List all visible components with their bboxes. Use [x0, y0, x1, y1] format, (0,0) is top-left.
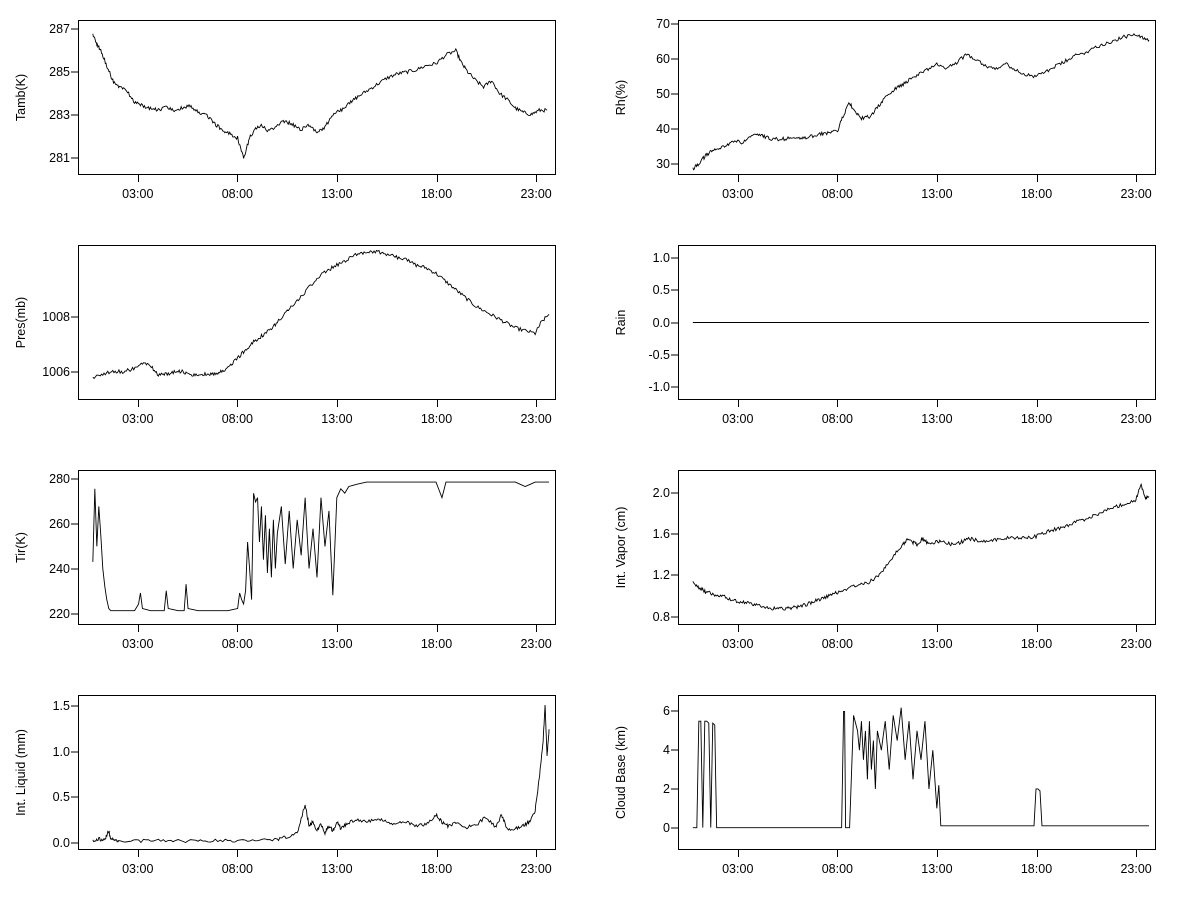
series-canvas-tir	[79, 471, 555, 624]
y-tick-label: 220	[49, 606, 70, 621]
x-tick-mark	[536, 400, 537, 407]
y-tick-mark	[71, 751, 78, 752]
x-tick-label: 23:00	[1120, 637, 1152, 651]
y-tick-mark	[71, 842, 78, 843]
plot-area-int_liquid	[78, 695, 556, 850]
x-tick-label: 13:00	[321, 862, 353, 876]
x-tick-label: 23:00	[1120, 187, 1152, 201]
y-axis-label-pres: Pres(mb)	[14, 296, 28, 349]
y-tick-label: 1.0	[52, 744, 70, 759]
x-tick-label: 13:00	[921, 637, 953, 651]
y-tick-label: 260	[49, 516, 70, 531]
data-series-line	[93, 34, 547, 159]
y-axis-label-tir: Tir(K)	[14, 532, 28, 563]
y-tick-mark	[671, 710, 678, 711]
x-tick-mark	[937, 850, 938, 857]
x-tick-mark	[536, 625, 537, 632]
series-canvas-cloud_base	[679, 696, 1155, 849]
y-axis-label-tamb: Tamb(K)	[14, 73, 28, 122]
x-tick-mark	[437, 850, 438, 857]
chart-panel-tamb	[0, 0, 600, 225]
x-tick-mark	[237, 400, 238, 407]
y-tick-label: 287	[49, 21, 70, 36]
y-tick-label: 6	[663, 703, 670, 718]
x-tick-label: 08:00	[221, 187, 253, 201]
x-tick-label: 03:00	[122, 862, 154, 876]
x-tick-label: 23:00	[520, 412, 552, 426]
y-axis-label-int_liquid: Int. Liquid (mm)	[14, 729, 28, 816]
x-tick-mark	[837, 625, 838, 632]
y-ticks-pres	[40, 245, 78, 400]
x-tick-mark	[738, 850, 739, 857]
x-tick-mark	[738, 400, 739, 407]
x-tick-mark	[837, 850, 838, 857]
series-canvas-rh	[679, 21, 1155, 174]
y-ticks-tamb	[40, 20, 78, 175]
y-tick-mark	[71, 316, 78, 317]
x-tick-label: 23:00	[520, 862, 552, 876]
x-tick-mark	[1037, 625, 1038, 632]
y-tick-mark	[671, 789, 678, 790]
y-axis-label-int_vapor: Int. Vapor (cm)	[614, 506, 628, 589]
plot-area-rh	[678, 20, 1156, 175]
x-tick-label: 08:00	[221, 862, 253, 876]
y-tick-label: 0.0	[652, 315, 670, 330]
x-tick-mark	[237, 850, 238, 857]
x-tick-label: 18:00	[420, 862, 453, 876]
plot-area-rain	[678, 245, 1156, 400]
data-series-line	[693, 484, 1149, 610]
x-tick-label: 03:00	[722, 862, 754, 876]
x-tick-mark	[237, 625, 238, 632]
y-tick-mark	[671, 828, 678, 829]
x-tick-mark	[437, 175, 438, 182]
x-tick-label: 23:00	[520, 187, 552, 201]
y-tick-label: 240	[49, 561, 70, 576]
x-tick-mark	[437, 625, 438, 632]
x-tick-label: 13:00	[921, 187, 953, 201]
y-tick-label: 60	[656, 51, 670, 66]
y-tick-mark	[671, 290, 678, 291]
x-tick-mark	[937, 175, 938, 182]
y-tick-label: 1006	[42, 365, 70, 380]
data-series-line	[93, 482, 549, 611]
plot-area-tamb	[78, 20, 556, 175]
y-tick-mark	[71, 71, 78, 72]
y-tick-mark	[71, 568, 78, 569]
x-tick-label: 03:00	[122, 412, 154, 426]
y-tick-label: 50	[656, 86, 670, 101]
x-tick-label: 23:00	[1120, 862, 1152, 876]
x-tick-mark	[337, 400, 338, 407]
x-tick-mark	[536, 850, 537, 857]
y-ticks-tir	[40, 470, 78, 625]
chart-panel-int_liquid	[0, 675, 600, 900]
x-tick-label: 18:00	[1020, 637, 1053, 651]
x-tick-label: 13:00	[921, 862, 953, 876]
y-tick-label: 1.2	[652, 568, 670, 583]
x-tick-label: 08:00	[221, 412, 253, 426]
x-tick-label: 23:00	[1120, 412, 1152, 426]
y-tick-label: 40	[656, 122, 670, 137]
series-canvas-pres	[79, 246, 555, 399]
x-tick-mark	[738, 175, 739, 182]
y-tick-label: 1.5	[52, 698, 70, 713]
x-tick-label: 18:00	[420, 637, 453, 651]
series-canvas-int_vapor	[679, 471, 1155, 624]
y-tick-mark	[671, 354, 678, 355]
plot-area-cloud_base	[678, 695, 1156, 850]
x-tick-mark	[138, 625, 139, 632]
x-tick-mark	[1136, 400, 1137, 407]
x-tick-mark	[237, 175, 238, 182]
x-tick-label: 08:00	[821, 637, 853, 651]
x-tick-mark	[138, 850, 139, 857]
x-tick-mark	[337, 175, 338, 182]
data-series-line	[93, 705, 549, 843]
y-tick-label: 0.8	[652, 609, 670, 624]
y-tick-mark	[671, 492, 678, 493]
x-tick-mark	[1037, 400, 1038, 407]
x-tick-mark	[837, 175, 838, 182]
y-tick-mark	[671, 749, 678, 750]
plot-area-int_vapor	[678, 470, 1156, 625]
y-tick-label: 70	[656, 16, 670, 31]
chart-panel-int_vapor	[600, 450, 1200, 675]
x-tick-label: 18:00	[1020, 862, 1053, 876]
chart-panel-rh	[600, 0, 1200, 225]
x-tick-label: 08:00	[821, 187, 853, 201]
y-ticks-int_liquid	[40, 695, 78, 850]
data-series-line	[693, 708, 1149, 828]
y-tick-label: 285	[49, 64, 70, 79]
y-tick-mark	[71, 157, 78, 158]
x-tick-mark	[937, 400, 938, 407]
x-tick-label: 23:00	[520, 637, 552, 651]
x-tick-label: 18:00	[1020, 187, 1053, 201]
y-tick-label: 4	[663, 742, 670, 757]
x-ticks-rh	[678, 175, 1156, 219]
x-tick-label: 13:00	[921, 412, 953, 426]
y-tick-mark	[671, 322, 678, 323]
x-ticks-cloud_base	[678, 850, 1156, 894]
x-ticks-tir	[78, 625, 556, 669]
x-tick-label: 08:00	[221, 637, 253, 651]
x-tick-mark	[1037, 175, 1038, 182]
chart-panel-tir	[0, 450, 600, 675]
y-tick-label: 1008	[42, 309, 70, 324]
x-ticks-pres	[78, 400, 556, 444]
x-ticks-rain	[678, 400, 1156, 444]
x-tick-label: 13:00	[321, 637, 353, 651]
x-tick-label: 18:00	[420, 187, 453, 201]
y-tick-mark	[671, 387, 678, 388]
y-tick-label: 1.6	[652, 527, 670, 542]
x-ticks-int_liquid	[78, 850, 556, 894]
plot-area-tir	[78, 470, 556, 625]
x-tick-mark	[1136, 625, 1137, 632]
y-tick-label: 2.0	[652, 485, 670, 500]
chart-panel-pres	[0, 225, 600, 450]
x-tick-mark	[738, 625, 739, 632]
x-tick-mark	[1136, 175, 1137, 182]
y-axis-label-rain: Rain	[614, 309, 628, 336]
x-tick-label: 13:00	[321, 412, 353, 426]
y-tick-mark	[671, 575, 678, 576]
x-ticks-tamb	[78, 175, 556, 219]
plot-area-pres	[78, 245, 556, 400]
y-tick-label: 0.5	[652, 283, 670, 298]
y-tick-label: -0.5	[648, 347, 670, 362]
y-tick-label: 0.5	[52, 790, 70, 805]
x-tick-label: 08:00	[821, 412, 853, 426]
y-tick-mark	[671, 257, 678, 258]
y-ticks-int_vapor	[640, 470, 678, 625]
x-tick-mark	[536, 175, 537, 182]
y-tick-mark	[671, 93, 678, 94]
x-tick-mark	[437, 400, 438, 407]
y-tick-mark	[71, 478, 78, 479]
x-tick-label: 03:00	[122, 637, 154, 651]
y-tick-label: 0.0	[52, 835, 70, 850]
x-tick-mark	[337, 625, 338, 632]
y-tick-mark	[671, 534, 678, 535]
chart-panel-rain	[600, 225, 1200, 450]
x-tick-mark	[937, 625, 938, 632]
data-series-line	[693, 34, 1149, 170]
y-tick-mark	[71, 705, 78, 706]
x-tick-mark	[337, 850, 338, 857]
x-tick-mark	[837, 400, 838, 407]
series-canvas-rain	[679, 246, 1155, 399]
y-axis-label-rh: Rh(%)	[614, 79, 628, 116]
y-tick-mark	[671, 129, 678, 130]
chart-panel-cloud_base	[600, 675, 1200, 900]
x-tick-mark	[1136, 850, 1137, 857]
y-tick-label: 1.0	[652, 250, 670, 265]
series-canvas-tamb	[79, 21, 555, 174]
y-tick-mark	[71, 523, 78, 524]
y-tick-mark	[71, 797, 78, 798]
y-tick-mark	[71, 114, 78, 115]
x-ticks-int_vapor	[678, 625, 1156, 669]
x-tick-label: 08:00	[821, 862, 853, 876]
y-tick-mark	[671, 23, 678, 24]
x-tick-mark	[138, 175, 139, 182]
y-tick-label: 280	[49, 471, 70, 486]
y-ticks-rh	[640, 16, 678, 175]
x-tick-label: 03:00	[722, 637, 754, 651]
y-tick-label: 2	[663, 782, 670, 797]
y-tick-mark	[671, 164, 678, 165]
y-tick-mark	[671, 58, 678, 59]
y-tick-label: 0	[663, 821, 670, 836]
y-axis-label-cloud_base: Cloud Base (km)	[614, 725, 628, 820]
x-tick-label: 18:00	[1020, 412, 1053, 426]
series-canvas-int_liquid	[79, 696, 555, 849]
y-tick-label: 283	[49, 107, 70, 122]
y-tick-label: 30	[656, 157, 670, 172]
x-tick-label: 18:00	[420, 412, 453, 426]
y-tick-mark	[71, 372, 78, 373]
y-tick-mark	[71, 28, 78, 29]
x-tick-mark	[1037, 850, 1038, 857]
y-tick-label: -1.0	[648, 380, 670, 395]
y-ticks-rain	[640, 245, 678, 400]
x-tick-label: 13:00	[321, 187, 353, 201]
y-tick-mark	[71, 613, 78, 614]
data-series-line	[93, 250, 549, 378]
y-ticks-cloud_base	[640, 695, 678, 850]
x-tick-label: 03:00	[122, 187, 154, 201]
y-tick-mark	[671, 616, 678, 617]
y-tick-label: 281	[49, 150, 70, 165]
x-tick-label: 03:00	[722, 412, 754, 426]
x-tick-mark	[138, 400, 139, 407]
x-tick-label: 03:00	[722, 187, 754, 201]
